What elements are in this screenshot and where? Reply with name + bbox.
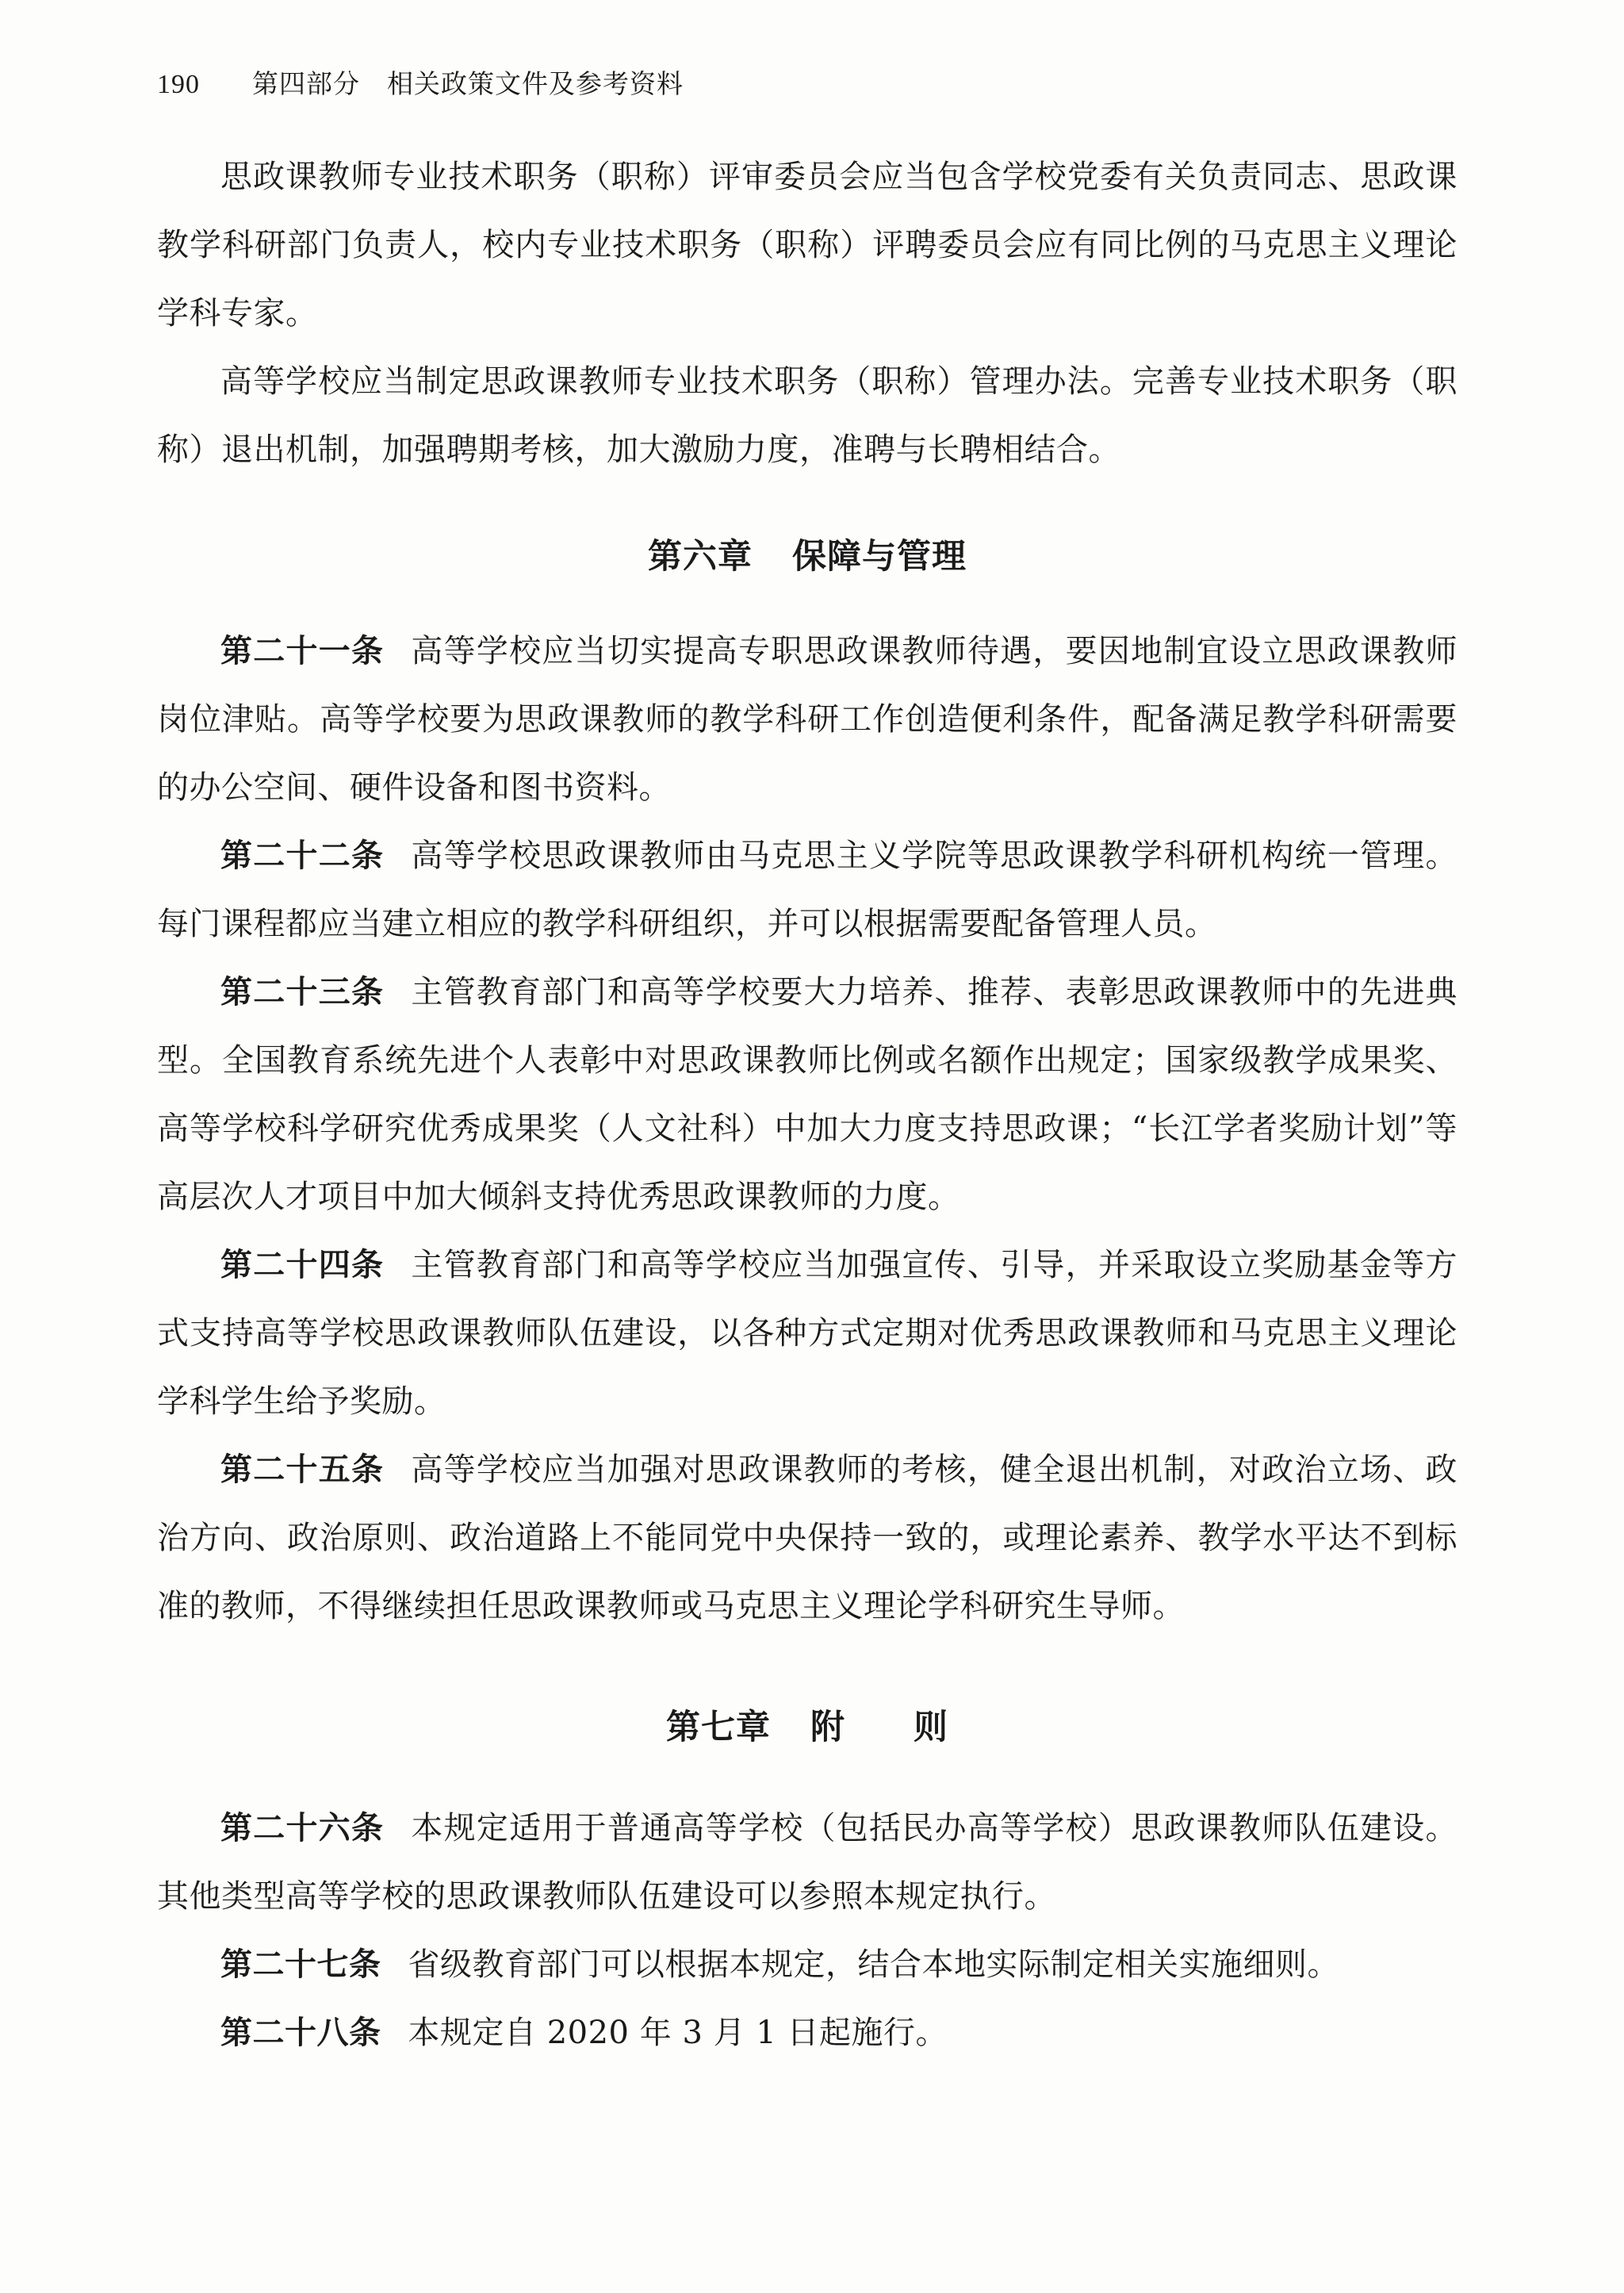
article-label: 第二十三条: [220, 974, 385, 1010]
article-label: 第二十五条: [220, 1451, 385, 1488]
article-label: 第二十一条: [220, 633, 385, 669]
article-text: 高等学校应当切实提高专职思政课教师待遇，要因地制宜设立思政课教师岗位津贴。高等学校要为思政课教师的教学科研工作创造便利条件，配备满足教学科研需要的办公空间、硬件设备和图书资料。: [157, 633, 1458, 806]
article-text: 主管教育部门和高等学校要大力培养、推荐、表彰思政课教师中的先进典型。全国教育系统先进个人表彰中对思政课教师比例或名额作出规定；国家级教学成果奖、高等学校科学研究优秀成果奖（人文社科）中加大力度支持思政课；“长江学者奖励计划”等高层次人才项目中加大倾斜支持优秀思政课教师的力度。: [157, 974, 1458, 1215]
article-label: 第二十二条: [220, 838, 385, 874]
section-title: 第四部分 相关政策文件及参考资料: [252, 68, 684, 99]
article-text: 省级教育部门可以根据本规定，结合本地实际制定相关实施细则。: [408, 1946, 1339, 1983]
article-text: 高等学校思政课教师由马克思主义学院等思政课教学科研机构统一管理。每门课程都应当建立相应的教学科研组织，并可以根据需要配备管理人员。: [157, 838, 1458, 942]
article-label: 第二十六条: [220, 1810, 385, 1846]
page-number: 190: [157, 70, 200, 99]
chapter-number: 第六章: [648, 537, 753, 577]
chapter-title: 保障与管理: [792, 537, 967, 577]
chapter-heading: [157, 1696, 1457, 1759]
chapter-title-char: 附: [810, 1708, 845, 1747]
article-text: 主管教育部门和高等学校应当加强宣传、引导，并采取设立奖励基金等方式支持高等学校思政课教师队伍建设，以各种方式定期对优秀思政课教师和马克思主义理论学科学生给予奖励。: [157, 1247, 1458, 1420]
article-label: 第二十七条: [220, 1946, 381, 1983]
chapter-heading: [157, 525, 1457, 589]
article-paragraph: [157, 958, 1457, 1231]
intro-paragraph: 高等学校应当制定思政课教师专业技术职务（职称）管理办法。完善专业技术职务（职称）退出机制，加强聘期考核，加大激励力度，准聘与长聘相结合。: [157, 363, 1457, 468]
article-text: 高等学校应当加强对思政课教师的考核，健全退出机制，对政治立场、政治方向、政治原则、政治道路上不能同党中央保持一致的，或理论素养、教学水平达不到标准的教师，不得继续担任思政课教师或马克思主义理论学科研究生导师。: [157, 1451, 1458, 1624]
article-paragraph: [157, 1794, 1457, 1931]
article-paragraph: [157, 822, 1457, 958]
page-content: [157, 143, 1457, 2067]
article-text: 本规定自 2020 年 3 月 1 日起施行。: [408, 2015, 948, 2051]
article-label: 第二十八条: [220, 2015, 381, 2051]
article-paragraph: [157, 617, 1457, 822]
article-paragraph: [157, 1999, 1457, 2067]
intro-paragraph: 思政课教师专业技术职务（职称）评审委员会应当包含学校党委有关负责同志、思政课教学科研部门负责人，校内专业技术职务（职称）评聘委员会应有同比例的马克思主义理论学科专家。: [157, 159, 1457, 332]
chapter-number: 第七章: [666, 1708, 771, 1747]
article-label: 第二十四条: [220, 1247, 385, 1283]
article-paragraph: [157, 1231, 1457, 1436]
article-text: 本规定适用于普通高等学校（包括民办高等学校）思政课教师队伍建设。其他类型高等学校的思政课教师队伍建设可以参照本规定执行。: [157, 1810, 1458, 1915]
running-header: [157, 63, 684, 111]
chapter-title-char: 则: [914, 1708, 948, 1747]
article-paragraph: [157, 1436, 1457, 1640]
article-paragraph: [157, 1931, 1457, 1999]
